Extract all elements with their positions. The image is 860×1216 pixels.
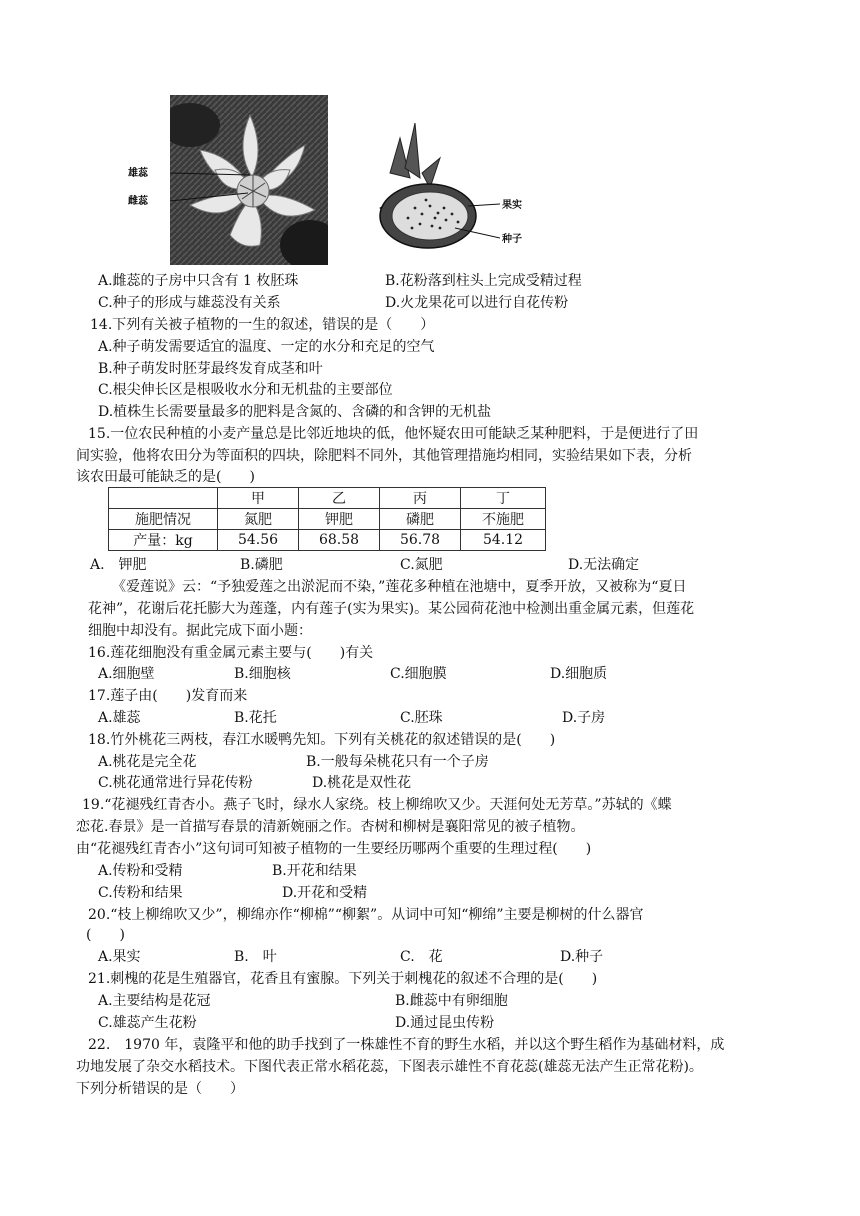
table-cell: 丙: [380, 488, 461, 509]
q17-option-b: B.花托: [234, 710, 277, 726]
q15-stem-line: 该农田最可能缺乏的是( ): [76, 469, 255, 485]
fertilizer-table: [108, 487, 546, 551]
q16-option-a: A.细胞壁: [98, 666, 155, 682]
q20-option-a: A.果实: [98, 949, 141, 965]
q13-option-b: B.花粉落到柱头上完成受精过程: [385, 273, 582, 289]
passage-line: 《爱莲说》云：“予独爱莲之出淤泥而不染，”莲花多种植在池塘中，夏季开放，又被称为“夏日: [112, 579, 687, 595]
q22-stem-line: 下列分析错误的是（ ）: [76, 1081, 244, 1097]
table-cell: [109, 488, 218, 509]
q14-option-a: A.种子萌发需要适宜的温度、一定的水分和充足的空气: [98, 339, 435, 355]
q14-option-d: D.植株生长需要量最多的肥料是含氮的、含磷的和含钾的无机盐: [98, 404, 492, 420]
q13-option-d: D.火龙果花可以进行自花传粉: [385, 295, 569, 311]
q22-stem-line: 功地发展了杂交水稻技术。下图代表正常水稻花蕊，下图表示雄性不育花蕊(雄蕊无法产生正常花粉)。: [76, 1059, 703, 1075]
q17-option-a: A.雄蕊: [98, 710, 141, 726]
q19-option-b: B.开花和结果: [272, 863, 357, 879]
q17-option-d: D.子房: [562, 710, 606, 726]
table-cell: 乙: [299, 488, 380, 509]
q20-option-d: D.种子: [560, 949, 604, 965]
label-pistil: 雌蕊: [128, 196, 148, 207]
q16-option-d: D.细胞质: [550, 666, 608, 682]
q17-option-c: C.胚珠: [400, 710, 443, 726]
table-cell: 氮肥: [218, 509, 299, 530]
q15-option-b: B.磷肥: [240, 557, 283, 573]
table-cell: 钾肥: [299, 509, 380, 530]
table-cell: 54.56: [218, 530, 299, 551]
q13-option-c: C.种子的形成与雄蕊没有关系: [98, 295, 281, 311]
q15-option-a: A. 钾肥: [90, 557, 147, 573]
q18-option-a: A.桃花是完全花: [98, 754, 197, 770]
table-row: [109, 509, 546, 530]
table-cell: 丁: [461, 488, 546, 509]
q14-option-b: B.种子萌发时胚芽最终发育成茎和叶: [98, 361, 323, 377]
q15-stem-line: 间实验，他将农田分为等面积的四块，除肥料不同外，其他管理措施均相同，实验结果如下表，分析: [76, 448, 692, 464]
label-stamen: 雄蕊: [128, 168, 148, 179]
q18-option-b: B.一般每朵桃花只有一个子房: [306, 754, 489, 770]
q16-option-b: B.细胞核: [234, 666, 291, 682]
table-header-row: [109, 488, 546, 509]
q20-option-b: B. 叶: [234, 949, 277, 965]
q21-option-a: A.主要结构是花冠: [98, 993, 211, 1009]
q15-option-d: D.无法确定: [568, 557, 640, 573]
table-cell: 54.12: [461, 530, 546, 551]
passage-line: 细胞中却没有。据此完成下面小题：: [88, 623, 312, 639]
q20-stem-line: 20.“枝上柳绵吹又少”，柳绵亦作“柳棉”“柳絮”。从词中可知“柳绵”主要是柳树的什么器官: [88, 907, 644, 923]
q15-option-c: C.氮肥: [400, 557, 443, 573]
table-cell: 56.78: [380, 530, 461, 551]
table-cell: 产量：kg: [109, 530, 218, 551]
table-cell: 不施肥: [461, 509, 546, 530]
q22-stem-line: 22. 1970 年，袁隆平和他的助手找到了一株雄性不育的野生水稻，并以这个野生稻作为基础材料，成: [88, 1037, 725, 1053]
q15-stem-line: 15.一位农民种植的小麦产量总是比邻近地块的低，他怀疑农田可能缺乏某种肥料，于是便进行了田: [88, 426, 699, 442]
q14-option-c: C.根尖伸长区是根吸收水分和无机盐的主要部位: [98, 382, 393, 398]
q21-stem: 21.刺槐的花是生殖器官，花香且有蜜腺。下列关于刺槐花的叙述不合理的是( ): [88, 971, 598, 987]
q19-stem-line: 恋花.春景》是一首描写春景的清新婉丽之作。杏树和柳树是襄阳常见的被子植物。: [76, 819, 585, 835]
label-fruit: 果实: [502, 200, 522, 211]
q16-option-c: C.细胞膜: [390, 666, 447, 682]
q18-option-d: D.桃花是双性花: [312, 775, 412, 791]
label-seed: 种子: [502, 234, 522, 245]
q20-option-c: C. 花: [400, 949, 443, 965]
fruit-drawing: [360, 118, 500, 258]
q19-option-d: D.开花和受精: [282, 885, 368, 901]
q19-stem-line: 19.“花褪残红青杏小。燕子飞时，绿水人家绕。枝上柳绵吹又少。天涯何处无芳草。”苏轼的《蝶: [82, 797, 672, 813]
passage-line: 花神”，花谢后花托膨大为莲蓬，内有莲子(实为果实)。某公园荷花池中检测出重金属元素，但莲花: [88, 601, 695, 617]
table-row: [109, 530, 546, 551]
q20-stem-line: ( ): [86, 927, 125, 943]
table-cell: 磷肥: [380, 509, 461, 530]
flower-photo: [170, 95, 328, 265]
table-cell: 68.58: [299, 530, 380, 551]
table-cell: 施肥情况: [109, 509, 218, 530]
q16-stem: 16.莲花细胞没有重金属元素主要与( )有关: [88, 645, 374, 661]
q13-option-a: A.雌蕊的子房中只含有 1 枚胚珠: [98, 273, 299, 289]
q17-stem: 17.莲子由( )发育而来: [88, 688, 248, 704]
q19-stem-line: 由“花褪残红青杏小”这句词可知被子植物的一生要经历哪两个重要的生理过程( ): [76, 841, 592, 857]
table-cell: 甲: [218, 488, 299, 509]
q21-option-c: C.雄蕊产生花粉: [98, 1015, 197, 1031]
q21-option-b: B.雌蕊中有卵细胞: [395, 993, 508, 1009]
q18-stem: 18.竹外桃花三两枝，春江水暖鸭先知。下列有关桃花的叙述错误的是( ): [88, 732, 556, 748]
q21-option-d: D.通过昆虫传粉: [395, 1015, 495, 1031]
q19-option-c: C.传粉和结果: [98, 885, 183, 901]
q19-option-a: A.传粉和受精: [98, 863, 183, 879]
q18-option-c: C.桃花通常进行异花传粉: [98, 775, 253, 791]
q14-stem: 14.下列有关被子植物的一生的叙述，错误的是（ ）: [90, 317, 435, 333]
